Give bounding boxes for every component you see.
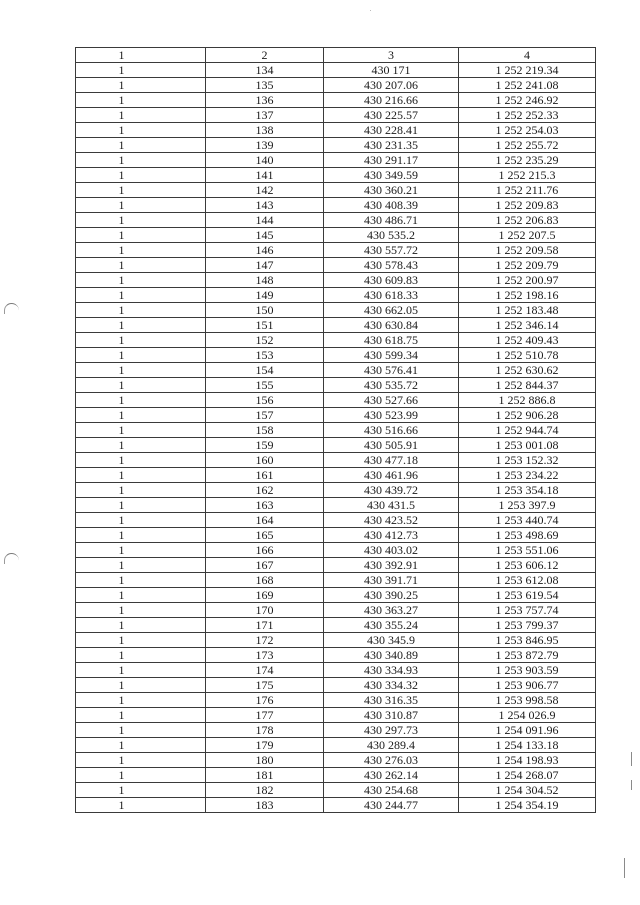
table-row <box>76 108 596 123</box>
table-cell: 430 289.4 <box>324 738 459 753</box>
table-cell: 1 <box>76 393 206 408</box>
table-cell: 1 252 944.74 <box>459 423 596 438</box>
table-row <box>76 753 596 768</box>
table-cell: 1 <box>76 93 206 108</box>
table-cell: 1 254 198.93 <box>459 753 596 768</box>
table-cell: 430 523.99 <box>324 408 459 423</box>
table-cell: 1 <box>76 363 206 378</box>
table-cell: 1 <box>76 138 206 153</box>
table-cell: 160 <box>206 453 324 468</box>
table-cell: 430 505.91 <box>324 438 459 453</box>
table-cell: 170 <box>206 603 324 618</box>
table-cell: 1 <box>76 288 206 303</box>
table-cell: 1 <box>76 498 206 513</box>
table-cell: 1 <box>76 483 206 498</box>
table-cell: 174 <box>206 663 324 678</box>
table-cell: 1 <box>76 738 206 753</box>
table-cell: 1 252 206.83 <box>459 213 596 228</box>
table-cell: 1 <box>76 183 206 198</box>
table-cell: 1 254 304.52 <box>459 783 596 798</box>
table-cell: 1 252 510.78 <box>459 348 596 363</box>
table-cell: 430 516.66 <box>324 423 459 438</box>
table-cell: 430 355.24 <box>324 618 459 633</box>
table-cell: 161 <box>206 468 324 483</box>
table-cell: 430 228.41 <box>324 123 459 138</box>
table-cell: 1 <box>76 303 206 318</box>
table-cell: 1 252 241.08 <box>459 78 596 93</box>
table-cell: 1 <box>76 108 206 123</box>
table-row <box>76 723 596 738</box>
table-cell: 1 <box>76 633 206 648</box>
table-row <box>76 648 596 663</box>
scan-speck <box>370 10 371 11</box>
table-cell: 143 <box>206 198 324 213</box>
table-cell: 430 254.68 <box>324 783 459 798</box>
table-cell: 173 <box>206 648 324 663</box>
table-row <box>76 318 596 333</box>
table-cell: 1 <box>76 63 206 78</box>
table-cell: 1 <box>76 798 206 813</box>
table-cell: 430 486.71 <box>324 213 459 228</box>
table-header-row <box>76 48 596 63</box>
table-cell: 136 <box>206 93 324 108</box>
table-cell: 1 252 252.33 <box>459 108 596 123</box>
table-row <box>76 693 596 708</box>
table-cell: 1 252 246.92 <box>459 93 596 108</box>
table-row <box>76 198 596 213</box>
scan-edge-mark <box>631 780 632 790</box>
table-cell: 1 <box>76 258 206 273</box>
table-cell: 1 <box>76 318 206 333</box>
table-cell: 1 <box>76 243 206 258</box>
table-row <box>76 708 596 723</box>
table-row <box>76 513 596 528</box>
table-cell: 430 408.39 <box>324 198 459 213</box>
table-cell: 430 392.91 <box>324 558 459 573</box>
table-cell: 430 599.34 <box>324 348 459 363</box>
table-cell: 430 216.66 <box>324 93 459 108</box>
table-cell: 430 334.32 <box>324 678 459 693</box>
column-header: 2 <box>206 48 324 63</box>
table-cell: 1 252 630.62 <box>459 363 596 378</box>
table-cell: 153 <box>206 348 324 363</box>
table-cell: 1 252 409.43 <box>459 333 596 348</box>
table-cell: 141 <box>206 168 324 183</box>
table-row <box>76 783 596 798</box>
table-row <box>76 543 596 558</box>
table-cell: 169 <box>206 588 324 603</box>
table-cell: 430 477.18 <box>324 453 459 468</box>
table-cell: 1 253 998.58 <box>459 693 596 708</box>
table-cell: 430 360.21 <box>324 183 459 198</box>
punch-hole-mark <box>4 553 19 564</box>
table-cell: 430 345.9 <box>324 633 459 648</box>
table-cell: 1 252 346.14 <box>459 318 596 333</box>
table-row <box>76 768 596 783</box>
table-cell: 430 439.72 <box>324 483 459 498</box>
table-cell: 1 252 209.58 <box>459 243 596 258</box>
table-cell: 1 <box>76 768 206 783</box>
table-row <box>76 378 596 393</box>
table-cell: 1 253 757.74 <box>459 603 596 618</box>
table-cell: 156 <box>206 393 324 408</box>
table-cell: 1 253 619.54 <box>459 588 596 603</box>
table-cell: 166 <box>206 543 324 558</box>
table-row <box>76 453 596 468</box>
table-row <box>76 168 596 183</box>
table-cell: 430 171 <box>324 63 459 78</box>
table-cell: 430 231.35 <box>324 138 459 153</box>
table-cell: 155 <box>206 378 324 393</box>
table-cell: 1 252 200.97 <box>459 273 596 288</box>
table-cell: 1 <box>76 678 206 693</box>
table-cell: 430 630.84 <box>324 318 459 333</box>
table-cell: 430 535.2 <box>324 228 459 243</box>
table-cell: 1 253 606.12 <box>459 558 596 573</box>
table-row <box>76 798 596 813</box>
table-cell: 1 <box>76 588 206 603</box>
table-cell: 1 252 906.28 <box>459 408 596 423</box>
table-cell: 1 252 255.72 <box>459 138 596 153</box>
table-row <box>76 423 596 438</box>
table-row <box>76 213 596 228</box>
table-cell: 135 <box>206 78 324 93</box>
table-cell: 1 254 091.96 <box>459 723 596 738</box>
table-cell: 1 254 133.18 <box>459 738 596 753</box>
table-cell: 1 <box>76 783 206 798</box>
table-cell: 430 276.03 <box>324 753 459 768</box>
table-cell: 157 <box>206 408 324 423</box>
table-cell: 430 609.83 <box>324 273 459 288</box>
table-cell: 430 423.52 <box>324 513 459 528</box>
table-cell: 1 254 354.19 <box>459 798 596 813</box>
table-row <box>76 738 596 753</box>
column-header: 1 <box>76 48 206 63</box>
table-cell: 430 340.89 <box>324 648 459 663</box>
table-row <box>76 183 596 198</box>
table-cell: 1 253 152.32 <box>459 453 596 468</box>
table-cell: 1 <box>76 693 206 708</box>
table-cell: 142 <box>206 183 324 198</box>
table-row <box>76 153 596 168</box>
table-cell: 1 252 219.34 <box>459 63 596 78</box>
table-cell: 164 <box>206 513 324 528</box>
table-cell: 1 <box>76 378 206 393</box>
table-cell: 1 252 886.8 <box>459 393 596 408</box>
table-cell: 1 <box>76 168 206 183</box>
table-row <box>76 483 596 498</box>
table-row <box>76 678 596 693</box>
table-cell: 430 618.75 <box>324 333 459 348</box>
table-row <box>76 78 596 93</box>
table-cell: 1 253 903.59 <box>459 663 596 678</box>
table-cell: 1 <box>76 453 206 468</box>
table-cell: 1 <box>76 123 206 138</box>
table-cell: 1 <box>76 348 206 363</box>
table-cell: 137 <box>206 108 324 123</box>
table-cell: 134 <box>206 63 324 78</box>
table-row <box>76 303 596 318</box>
table-cell: 1 253 498.69 <box>459 528 596 543</box>
table-cell: 1 <box>76 528 206 543</box>
table-cell: 1 252 235.29 <box>459 153 596 168</box>
table-cell: 430 403.02 <box>324 543 459 558</box>
table-cell: 182 <box>206 783 324 798</box>
table-row <box>76 528 596 543</box>
table-cell: 152 <box>206 333 324 348</box>
table-cell: 1 253 001.08 <box>459 438 596 453</box>
table-cell: 430 244.77 <box>324 798 459 813</box>
table-row <box>76 333 596 348</box>
table-cell: 159 <box>206 438 324 453</box>
table-cell: 430 297.73 <box>324 723 459 738</box>
table-cell: 1 <box>76 333 206 348</box>
table-cell: 430 535.72 <box>324 378 459 393</box>
table-cell: 1 <box>76 558 206 573</box>
table-cell: 1 253 354.18 <box>459 483 596 498</box>
table-row <box>76 468 596 483</box>
table-cell: 430 349.59 <box>324 168 459 183</box>
table-cell: 1 253 440.74 <box>459 513 596 528</box>
table-cell: 1 253 906.77 <box>459 678 596 693</box>
table-row <box>76 618 596 633</box>
table-row <box>76 588 596 603</box>
table-row <box>76 573 596 588</box>
table-cell: 430 207.06 <box>324 78 459 93</box>
table-cell: 1 <box>76 648 206 663</box>
table-cell: 1 <box>76 438 206 453</box>
table-cell: 1 <box>76 78 206 93</box>
table-cell: 180 <box>206 753 324 768</box>
column-header: 4 <box>459 48 596 63</box>
table-row <box>76 93 596 108</box>
table-cell: 168 <box>206 573 324 588</box>
table-row <box>76 348 596 363</box>
table-cell: 1 <box>76 228 206 243</box>
table-cell: 146 <box>206 243 324 258</box>
table-cell: 149 <box>206 288 324 303</box>
table-cell: 430 291.17 <box>324 153 459 168</box>
table-cell: 1 254 268.07 <box>459 768 596 783</box>
table-cell: 147 <box>206 258 324 273</box>
table-cell: 148 <box>206 273 324 288</box>
table-row <box>76 228 596 243</box>
table-cell: 1 252 215.3 <box>459 168 596 183</box>
coordinates-table <box>75 47 596 813</box>
table-cell: 181 <box>206 768 324 783</box>
table-row <box>76 258 596 273</box>
table-cell: 1 252 198.16 <box>459 288 596 303</box>
table-cell: 163 <box>206 498 324 513</box>
table-cell: 430 527.66 <box>324 393 459 408</box>
table-cell: 175 <box>206 678 324 693</box>
table-cell: 1 <box>76 513 206 528</box>
table-cell: 1 252 207.5 <box>459 228 596 243</box>
table-cell: 1 253 846.95 <box>459 633 596 648</box>
table-cell: 1 252 183.48 <box>459 303 596 318</box>
table-cell: 430 262.14 <box>324 768 459 783</box>
table-cell: 430 363.27 <box>324 603 459 618</box>
table-cell: 1 <box>76 603 206 618</box>
table-row <box>76 123 596 138</box>
table-cell: 1 253 612.08 <box>459 573 596 588</box>
table-cell: 430 576.41 <box>324 363 459 378</box>
table-cell: 1 <box>76 543 206 558</box>
table-body <box>76 63 596 813</box>
table-cell: 176 <box>206 693 324 708</box>
table-cell: 430 578.43 <box>324 258 459 273</box>
table-cell: 430 316.35 <box>324 693 459 708</box>
table-cell: 430 390.25 <box>324 588 459 603</box>
table-cell: 1 <box>76 573 206 588</box>
table-row <box>76 558 596 573</box>
table-cell: 1 <box>76 723 206 738</box>
table-cell: 139 <box>206 138 324 153</box>
table-cell: 1 253 397.9 <box>459 498 596 513</box>
table-cell: 1 <box>76 708 206 723</box>
column-header: 3 <box>324 48 459 63</box>
table-cell: 1 253 551.06 <box>459 543 596 558</box>
table-cell: 162 <box>206 483 324 498</box>
table-cell: 172 <box>206 633 324 648</box>
table-cell: 1 <box>76 408 206 423</box>
table-cell: 151 <box>206 318 324 333</box>
punch-hole-mark <box>4 303 19 314</box>
table-cell: 158 <box>206 423 324 438</box>
table-cell: 1 <box>76 423 206 438</box>
table-cell: 1 <box>76 663 206 678</box>
table-cell: 1 253 799.37 <box>459 618 596 633</box>
table-row <box>76 273 596 288</box>
table-cell: 430 461.96 <box>324 468 459 483</box>
table-cell: 430 412.73 <box>324 528 459 543</box>
table-row <box>76 243 596 258</box>
table-row <box>76 138 596 153</box>
table-cell: 430 225.57 <box>324 108 459 123</box>
table-cell: 1 254 026.9 <box>459 708 596 723</box>
table-cell: 1 <box>76 618 206 633</box>
table-cell: 430 618.33 <box>324 288 459 303</box>
table-row <box>76 288 596 303</box>
table-cell: 1 <box>76 153 206 168</box>
table-cell: 154 <box>206 363 324 378</box>
table-cell: 1 252 254.03 <box>459 123 596 138</box>
table-cell: 144 <box>206 213 324 228</box>
table-cell: 430 334.93 <box>324 663 459 678</box>
table-cell: 430 431.5 <box>324 498 459 513</box>
scan-edge-mark <box>631 752 632 766</box>
table-cell: 1 253 234.22 <box>459 468 596 483</box>
table-cell: 145 <box>206 228 324 243</box>
table-cell: 178 <box>206 723 324 738</box>
table-cell: 1 <box>76 468 206 483</box>
table-cell: 167 <box>206 558 324 573</box>
table-row <box>76 408 596 423</box>
table-cell: 140 <box>206 153 324 168</box>
table-cell: 1 <box>76 213 206 228</box>
table-cell: 183 <box>206 798 324 813</box>
table-cell: 165 <box>206 528 324 543</box>
table-cell: 1 252 209.79 <box>459 258 596 273</box>
table-cell: 1 <box>76 753 206 768</box>
table-cell: 430 310.87 <box>324 708 459 723</box>
table-row <box>76 663 596 678</box>
table-cell: 177 <box>206 708 324 723</box>
table-cell: 430 662.05 <box>324 303 459 318</box>
scan-edge-mark <box>624 858 625 878</box>
table-row <box>76 438 596 453</box>
table-row <box>76 393 596 408</box>
table-cell: 1 253 872.79 <box>459 648 596 663</box>
table-cell: 171 <box>206 618 324 633</box>
table-cell: 1 <box>76 273 206 288</box>
table-cell: 1 <box>76 198 206 213</box>
table-cell: 430 391.71 <box>324 573 459 588</box>
table-cell: 150 <box>206 303 324 318</box>
table-row <box>76 498 596 513</box>
table-cell: 1 252 844.37 <box>459 378 596 393</box>
table-cell: 1 252 211.76 <box>459 183 596 198</box>
table-cell: 1 252 209.83 <box>459 198 596 213</box>
table-row <box>76 63 596 78</box>
table-cell: 138 <box>206 123 324 138</box>
table-row <box>76 603 596 618</box>
table-cell: 179 <box>206 738 324 753</box>
table-row <box>76 633 596 648</box>
table-row <box>76 363 596 378</box>
table-cell: 430 557.72 <box>324 243 459 258</box>
